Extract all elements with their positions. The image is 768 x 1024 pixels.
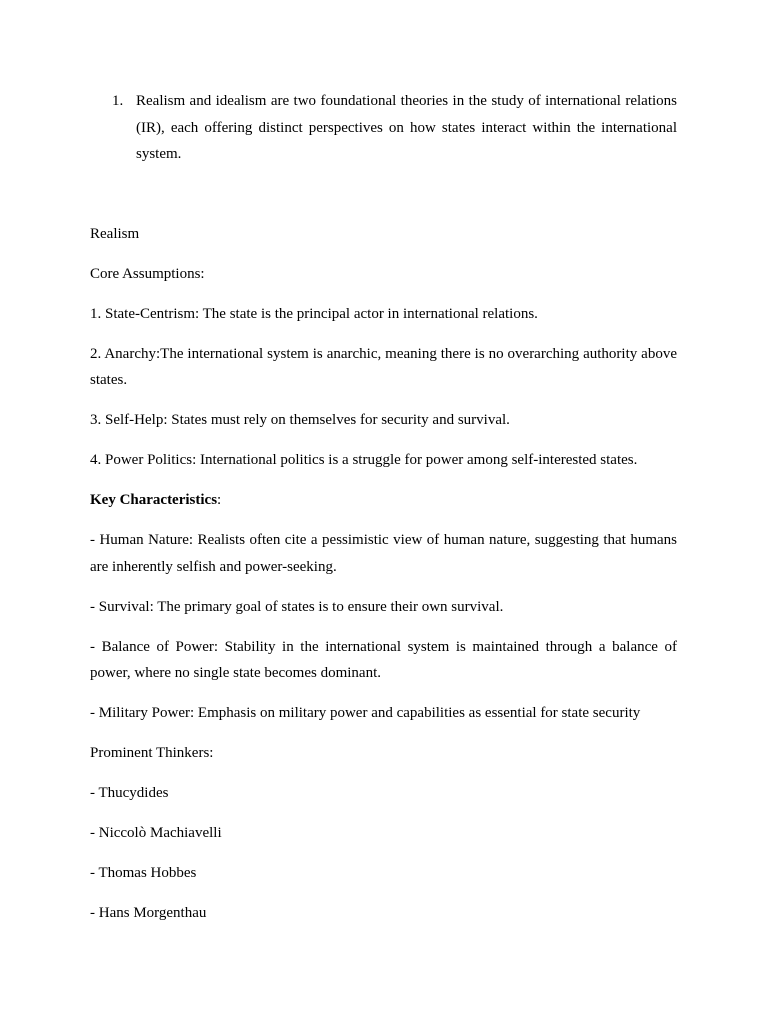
core-assumption-item: 4. Power Politics: International politics is a struggle for power among self-interested states. <box>90 452 638 468</box>
core-assumptions-heading: Core Assumptions: <box>90 265 205 282</box>
key-characteristics-heading-bold: Key Characteristics <box>90 492 218 508</box>
core-assumption-item: 3. Self-Help: States must rely on themselves for security and survival. <box>90 412 510 428</box>
key-characteristic-item: - Human Nature: Realists often cite a pessimistic view of human nature, suggesting that humans are inherently selfish and power-seeking. <box>90 532 677 575</box>
thinker-item: - Niccolò Machiavelli <box>90 825 222 841</box>
section-title: Realism <box>90 225 140 242</box>
key-characteristics-heading <box>90 487 677 514</box>
thinker-item: - Thucydides <box>90 785 169 801</box>
document-page <box>90 88 677 927</box>
intro-paragraph: Realism and idealism are two foundational theories in the study of international relations (IR), each offering distinct perspectives on how states interact within the international system. <box>136 93 677 162</box>
intro-list-number: 1. <box>112 93 124 109</box>
core-assumption-item: 2. Anarchy:The international system is anarchic, meaning there is no overarching authority above states. <box>90 345 677 388</box>
prominent-thinkers-heading: Prominent Thinkers: <box>90 745 214 761</box>
key-characteristics-heading-colon: : <box>217 492 222 508</box>
key-characteristic-item: - Military Power: Emphasis on military power and capabilities as essential for state security <box>90 705 641 721</box>
thinker-item: - Hans Morgenthau <box>90 905 207 921</box>
thinker-item: - Thomas Hobbes <box>90 865 197 881</box>
key-characteristic-item: - Balance of Power: Stability in the international system is maintained through a balance of power, where no single state becomes dominant. <box>90 638 677 681</box>
key-characteristic-item: - Survival: The primary goal of states is to ensure their own survival. <box>90 598 504 615</box>
core-assumption-item: 1. State-Centrism: The state is the principal actor in international relations. <box>90 305 538 322</box>
intro-list-item <box>90 88 677 168</box>
